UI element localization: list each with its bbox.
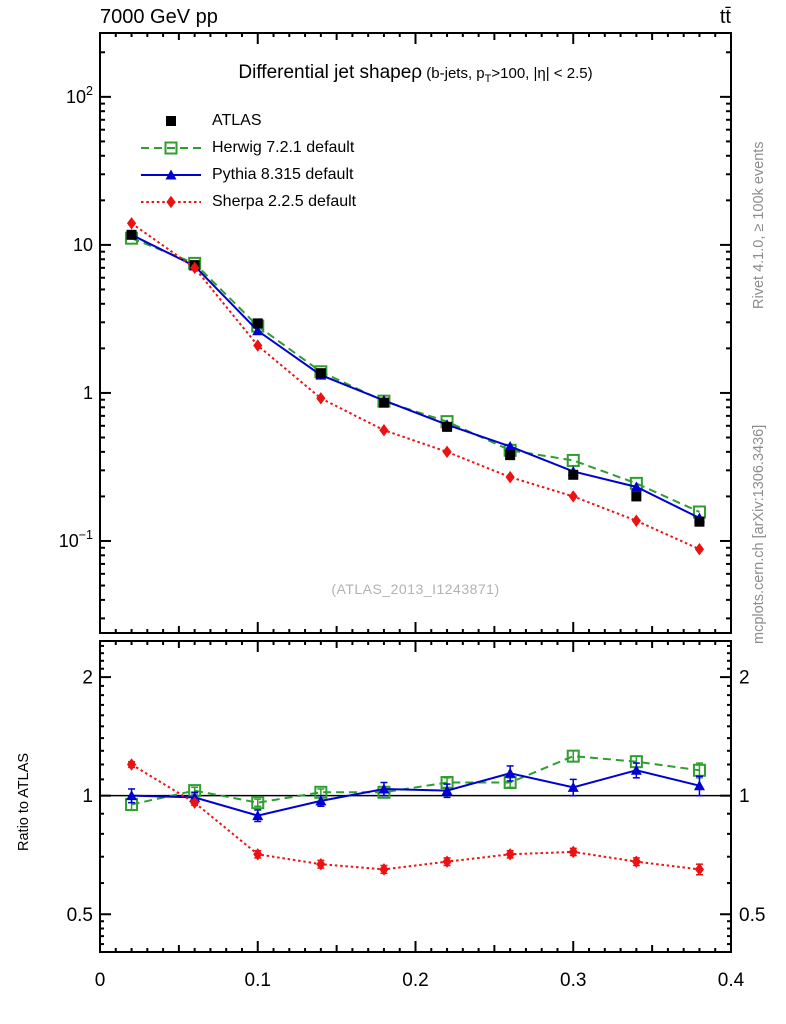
legend-marker-sample bbox=[166, 116, 176, 126]
xtick-label: 0.2 bbox=[402, 970, 429, 991]
main-series-sherpa bbox=[127, 217, 704, 555]
ratio-series-pythia bbox=[126, 763, 705, 821]
ratio-ytick-label-right: 1 bbox=[739, 786, 750, 808]
legend-item-atlas bbox=[140, 107, 356, 134]
sherpa-marker-icon bbox=[140, 191, 202, 213]
ratio-axis-title: Ratio to ATLAS bbox=[16, 752, 32, 851]
ratio-ytick-label-right: 0.5 bbox=[739, 904, 766, 926]
data-point-marker bbox=[253, 318, 263, 328]
data-point-marker bbox=[569, 490, 578, 502]
beam-energy-label: 7000 GeV pp bbox=[100, 6, 218, 28]
data-point-marker bbox=[316, 368, 326, 378]
xtick-label: 0.3 bbox=[560, 970, 587, 991]
main-series-pythia bbox=[126, 229, 705, 522]
data-point-marker bbox=[695, 543, 704, 555]
process-label: tt̄ bbox=[719, 6, 731, 28]
ratio-ytick-label-right: 2 bbox=[739, 667, 750, 689]
axis-tick-labels bbox=[59, 84, 766, 991]
main-ytick-label: 1 bbox=[82, 382, 93, 403]
rivet-version-note: Rivet 4.1.0, ≥ 100k events bbox=[751, 141, 767, 309]
series-line bbox=[132, 764, 700, 869]
main-series-herwig bbox=[126, 233, 705, 518]
data-point-marker bbox=[694, 517, 704, 527]
plot-title-cuts: (b-jets, $p_T>100$, |η| < 2.5) bbox=[422, 65, 593, 85]
legend-marker-sample bbox=[166, 195, 175, 207]
mcplots-reference-note: mcplots.cern.ch [arXiv:1306.3436] bbox=[751, 424, 767, 644]
ratio-ytick-label-left: 0.5 bbox=[66, 904, 93, 926]
data-point-marker bbox=[632, 515, 641, 527]
data-point-marker bbox=[506, 471, 515, 483]
legend-label-herwig: Herwig 7.2.1 default bbox=[212, 138, 355, 156]
series-line bbox=[132, 756, 700, 804]
data-point-marker bbox=[442, 422, 452, 432]
data-point-marker bbox=[631, 491, 641, 501]
ratio-ytick-label-left: 1 bbox=[82, 786, 93, 808]
data-point-marker bbox=[127, 217, 136, 229]
xtick-label: 0 bbox=[94, 970, 106, 991]
series-line bbox=[132, 770, 700, 815]
xtick-label: 0.4 bbox=[717, 970, 745, 991]
data-point-marker bbox=[316, 392, 325, 404]
legend-item-sherpa bbox=[140, 188, 356, 215]
legend bbox=[140, 107, 356, 215]
data-point-marker bbox=[505, 450, 515, 460]
data-point-marker bbox=[127, 230, 137, 240]
data-point-marker bbox=[505, 768, 516, 778]
pythia-marker-icon bbox=[140, 164, 202, 186]
data-point-marker bbox=[695, 863, 704, 875]
legend-item-pythia bbox=[140, 161, 356, 188]
plot-title-main: Differential jet shapeρ bbox=[238, 62, 423, 83]
herwig-marker-icon bbox=[140, 137, 202, 159]
legend-label-atlas: ATLAS bbox=[212, 111, 262, 129]
data-point-marker bbox=[379, 398, 389, 408]
ratio-series-herwig bbox=[126, 751, 705, 810]
xtick-label: 0.1 bbox=[244, 970, 271, 991]
analysis-id-watermark: (ATLAS_2013_I1243871) bbox=[331, 581, 500, 597]
main-ytick-label: 10 bbox=[72, 234, 93, 255]
data-point-marker bbox=[127, 758, 136, 770]
series-line bbox=[132, 223, 700, 549]
data-point-marker bbox=[379, 424, 388, 436]
series-line bbox=[132, 238, 700, 512]
main-ytick-label: $10^2$ bbox=[66, 83, 93, 107]
legend-item-herwig bbox=[140, 134, 356, 161]
ratio-ytick-label-left: 2 bbox=[82, 667, 93, 689]
main-ytick-label: $10^{-1}$ bbox=[58, 527, 93, 551]
plot-title bbox=[100, 62, 731, 85]
atlas-marker-icon bbox=[140, 110, 202, 132]
pt-subscript: T bbox=[484, 73, 492, 85]
data-point-marker bbox=[442, 446, 451, 458]
data-point-marker bbox=[568, 470, 578, 480]
legend-label-sherpa: Sherpa 2.2.5 default bbox=[212, 192, 357, 210]
legend-label-pythia: Pythia 8.315 default bbox=[212, 165, 354, 183]
